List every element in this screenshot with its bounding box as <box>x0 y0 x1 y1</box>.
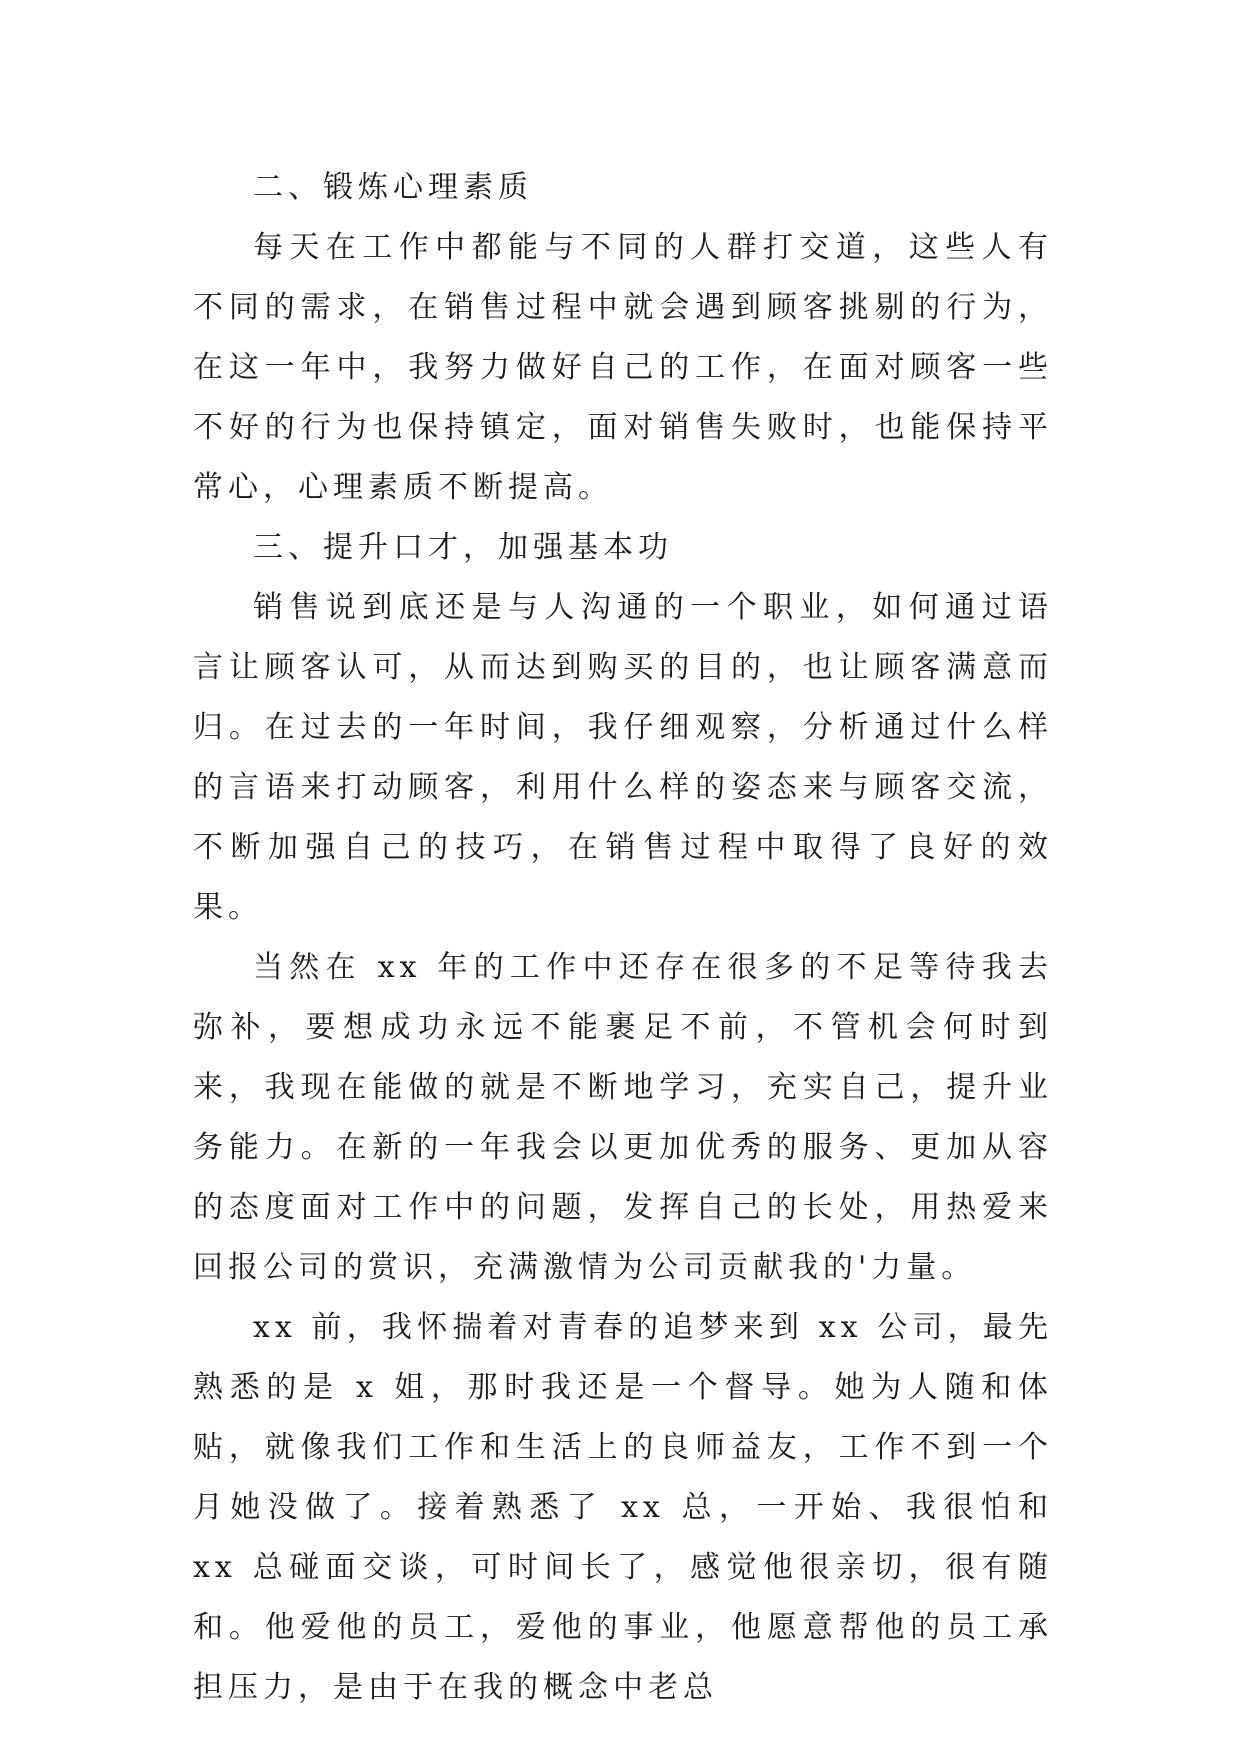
paragraph-company-memories: xx 前，我怀揣着对青春的追梦来到 xx 公司，最先熟悉的是 x 姐，那时我还是一个督导。她为人随和体贴，就像我们工作和生活上的良师益友，工作不到一个月她没做了。接着熟悉了 xx 总，一开始、我很怕和 xx 总碰面交谈，可时间长了，感觉他很亲切，很有随和。他爱他的员工，爱他的事业，他愿意帮他的员工承担压力，是由于在我的概念中老总 <box>193 1310 1053 1705</box>
paragraph-shortcomings: 当然在 xx 年的工作中还存在很多的不足等待我去弥补，要想成功永远不能裹足不前，不管机会何时到来，我现在能做的就是不断地学习，充实自己，提升业务能力。在新的一年我会以更加优秀的服务、更加从容的态度面对工作中的问题，发挥自己的长处，用热爱来回报公司的赏识，充满激情为公司贡献我的'力量。 <box>193 950 1053 1285</box>
paragraph-eloquence: 销售说到底还是与人沟通的一个职业，如何通过语言让顾客认可，从而达到购买的目的，也让顾客满意而归。在过去的一年时间，我仔细观察，分析通过什么样的言语来打动顾客，利用什么样的姿态来与顾客交流，不断加强自己的技巧，在销售过程中取得了良好的效果。 <box>193 590 1053 925</box>
document-body <box>193 158 1053 1718</box>
section-heading-mental-quality: 二、锻炼心理素质 <box>253 170 533 205</box>
section-heading-eloquence: 三、提升口才，加强基本功 <box>253 530 673 565</box>
paragraph-mental-quality: 每天在工作中都能与不同的人群打交道，这些人有不同的需求，在销售过程中就会遇到顾客挑剔的行为，在这一年中，我努力做好自己的工作，在面对顾客一些不好的行为也保持镇定，面对销售失败时，也能保持平常心，心理素质不断提高。 <box>193 230 1053 505</box>
